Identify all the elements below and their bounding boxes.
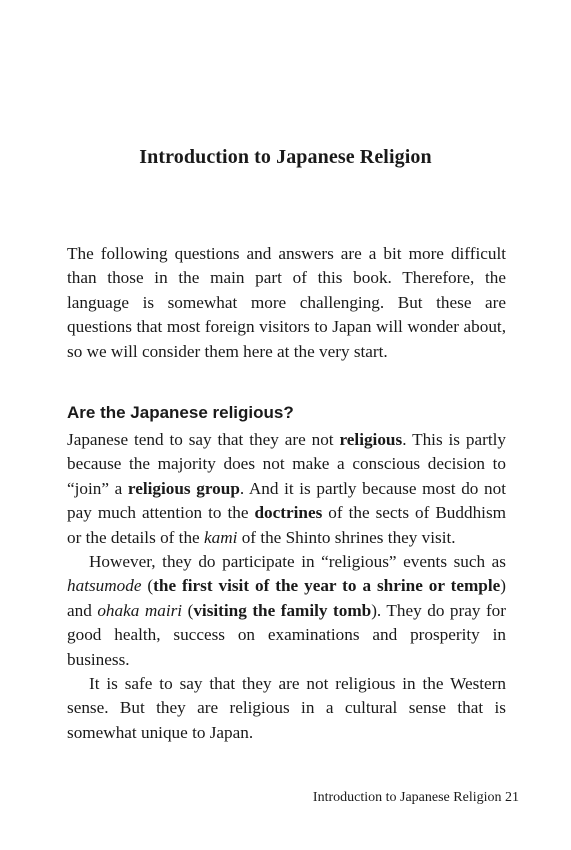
body-paragraph-1	[67, 428, 506, 550]
bold-term: doctrines	[254, 503, 323, 523]
italic-term: ohaka mairi	[97, 600, 183, 620]
text-run: . And it is partly because most do not pay much attention to the	[67, 478, 506, 523]
text-run: ). They do pray for good health, success on examinations and prosperity in business.	[67, 600, 507, 669]
text-run: of the Shinto shrines they visit.	[237, 527, 456, 547]
text-run: Japanese tend to say that they are not	[67, 430, 340, 449]
italic-term: kami	[203, 527, 238, 547]
page-number: 21	[505, 790, 519, 805]
text-run: . This is partly because the majority does not make a conscious decision to “join” a	[67, 430, 506, 498]
bold-term: religious	[339, 430, 403, 449]
bold-term: religious group	[127, 478, 240, 498]
running-title: Introduction to Japanese Religion	[312, 790, 502, 805]
chapter-title: Introduction to Japanese Religion	[139, 146, 432, 168]
text-run: (	[141, 576, 154, 596]
text-run: ) and	[67, 576, 506, 620]
section-heading: Are the Japanese religious?	[67, 403, 294, 422]
text-run: (	[182, 600, 194, 620]
bold-term: the first visit of the year to a shrine or temple	[153, 576, 501, 596]
text-run: However, they do participate in “religious” events such as	[89, 552, 506, 572]
body-paragraph-3: It is safe to say that they are not religious in the Western sense. But they are religious in a cultural sense that is somewhat unique to Japan.	[67, 674, 506, 742]
text-run: of the sects of Buddhism or the details of the	[67, 503, 506, 547]
page-footer	[313, 790, 519, 806]
intro-text: The following questions and answers are a bit more difficult than those in the main part of this book. Therefore, the language is somewhat more challenging. But these are questions that most foreign visitors to Japan will wonder about, so we will consider them here at the very start.	[67, 244, 506, 361]
bold-term: visiting the family tomb	[193, 600, 372, 620]
body-paragraph-2	[67, 550, 506, 672]
italic-term: hatsumode	[67, 576, 142, 596]
section-body	[67, 428, 506, 745]
intro-paragraph	[67, 242, 506, 364]
